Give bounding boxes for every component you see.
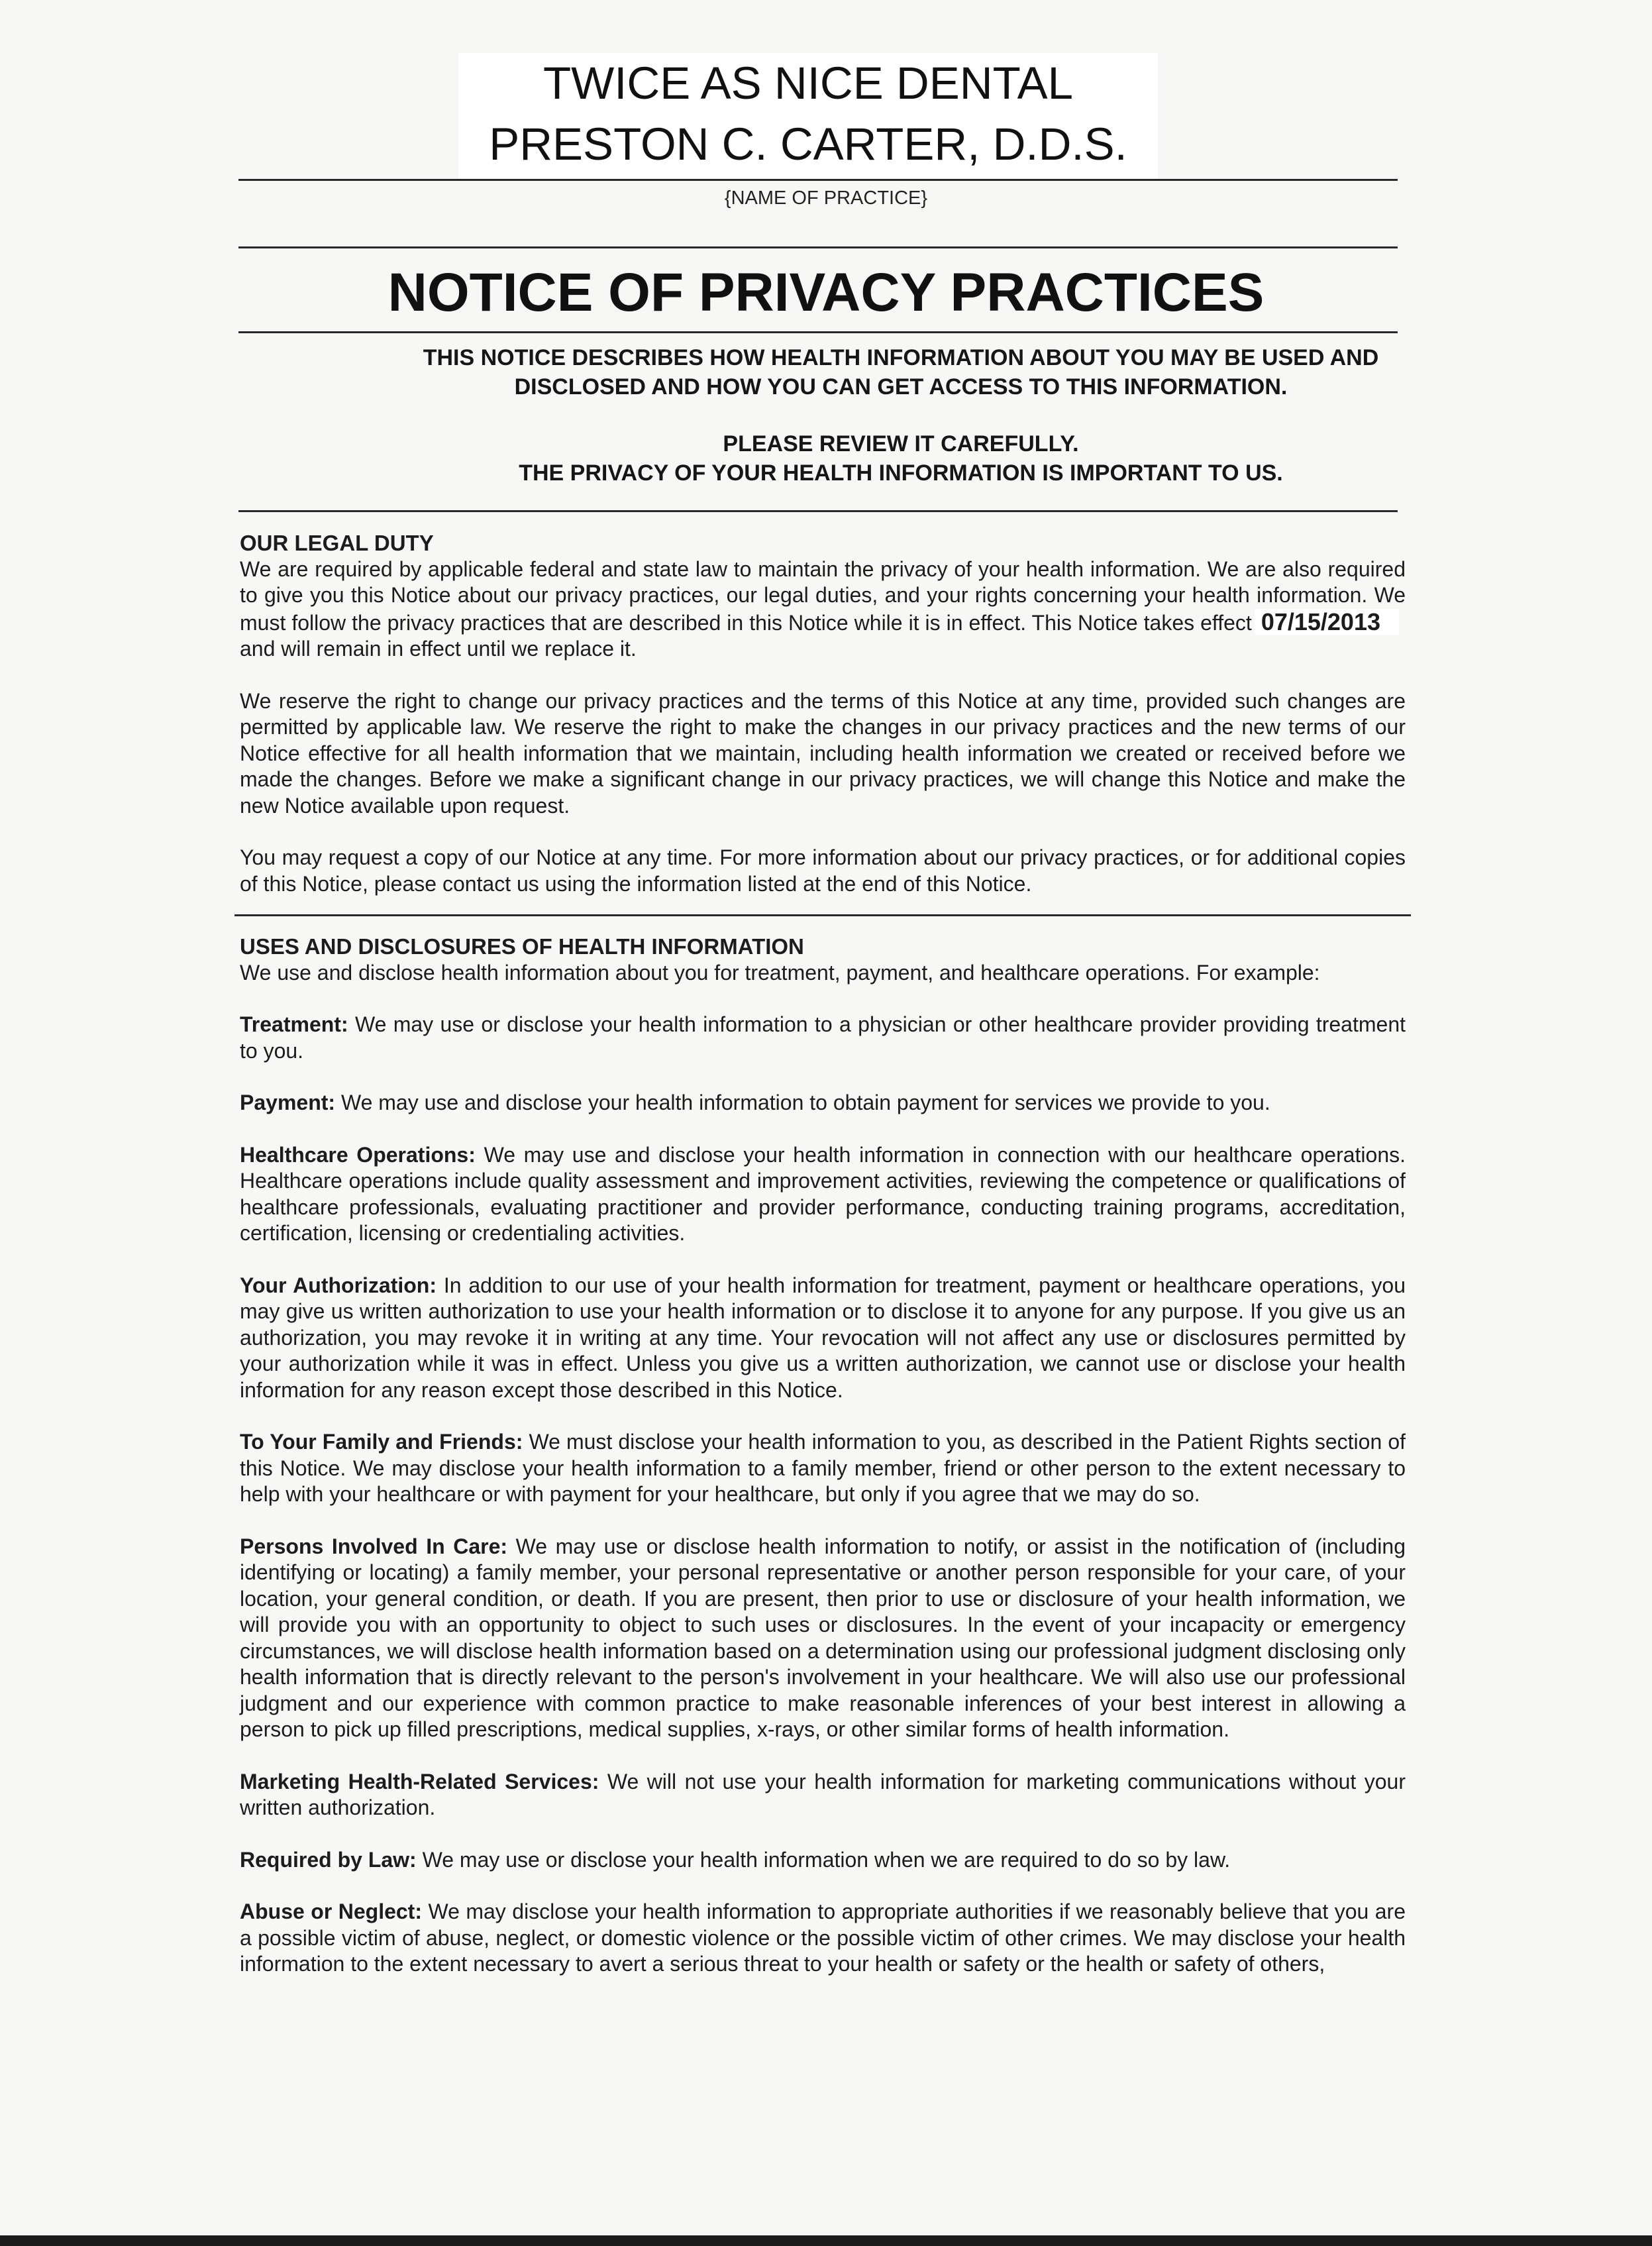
item-payment xyxy=(240,1090,1406,1116)
review-notice xyxy=(252,429,1550,488)
item-family-and-friends xyxy=(240,1429,1406,1508)
item-required-by-law xyxy=(240,1847,1406,1874)
item-label: To Your Family and Friends: xyxy=(240,1430,523,1454)
item-label: Abuse or Neglect: xyxy=(240,1899,422,1923)
effective-date: 07/15/2013 xyxy=(1255,609,1399,635)
notice-body xyxy=(240,530,1406,2004)
section-rule xyxy=(234,914,1411,916)
title-top-rule xyxy=(238,246,1398,248)
page-title: NOTICE OF PRIVACY PRACTICES xyxy=(387,262,1265,323)
item-label: Required by Law: xyxy=(240,1847,417,1872)
item-label: Your Authorization: xyxy=(240,1273,437,1297)
legal-duty-paragraph-3: You may request a copy of our Notice at any time. For more information about our privacy practices, or for additional copies of this Notice, please contact us using the information listed at the end of this Notice. xyxy=(240,845,1406,896)
legal-duty-paragraph-2: We reserve the right to change our privacy practices and the terms of this Notice at any time, provided such changes are permitted by applicable law. We reserve the right to make the changes in our privacy practices and the new terms of our Notice effective for all health information that we maintain, including health information we created or received before we made the changes. Before we make a significant change in our privacy practices, we will change this Notice and make the new Notice available upon request. xyxy=(240,688,1406,818)
legal-duty-text: We are required by applicable federal and state law to maintain the privacy of your health information. We are also required to give you this Notice about our privacy practices, our legal duties, and your rights concerning your health information. We must follow the privacy practices that are described in this Notice while it is in effect. This Notice takes effect xyxy=(240,557,1406,635)
item-text: We may use and disclose your health information in connection with our healthcare operations. Healthcare operations include quality assessment and improvement activities, reviewing the competence or qualifications of healthcare professionals, evaluating practitioner and provider performance, conducting training programs, accreditation, certification, licensing or credentialing activities. xyxy=(240,1142,1406,1245)
review-notice-line1: PLEASE REVIEW IT CAREFULLY. xyxy=(723,431,1079,456)
item-label: Marketing Health-Related Services: xyxy=(240,1769,599,1793)
name-of-practice-label: {NAME OF PRACTICE} xyxy=(724,187,928,209)
notice-description-line1: THIS NOTICE DESCRIBES HOW HEALTH INFORMATION ABOUT YOU MAY BE USED AND xyxy=(423,345,1379,370)
item-text: We must disclose your health information to you, as described in the Patient Rights section of this Notice. We may disclose your health information to a family member, friend or other person to the extent necessary to help with your healthcare or with payment for your healthcare, but only if you agree that we may do so. xyxy=(240,1430,1406,1506)
review-notice-line2: THE PRIVACY OF YOUR HEALTH INFORMATION IS IMPORTANT TO US. xyxy=(519,460,1283,486)
legal-duty-heading: OUR LEGAL DUTY xyxy=(240,531,434,555)
subtitle-bottom-rule xyxy=(238,510,1398,512)
item-your-authorization xyxy=(240,1273,1406,1404)
practice-name-line1: TWICE AS NICE DENTAL xyxy=(542,58,1073,109)
item-label: Persons Involved In Care: xyxy=(240,1534,508,1558)
notice-description-line2: DISCLOSED AND HOW YOU CAN GET ACCESS TO THIS INFORMATION. xyxy=(514,374,1288,400)
legal-duty-paragraph-1 xyxy=(240,557,1406,663)
practice-name-line2: PRESTON C. CARTER, D.D.S. xyxy=(489,119,1127,170)
item-healthcare-operations xyxy=(240,1142,1406,1247)
item-marketing xyxy=(240,1769,1406,1821)
legal-duty-text-end: and will remain in effect until we replace it. xyxy=(240,637,637,661)
uses-heading: USES AND DISCLOSURES OF HEALTH INFORMATION xyxy=(240,934,804,959)
item-text: We may disclose your health information to appropriate authorities if we reasonably believe that you are a possible victim of abuse, neglect, or domestic violence or the possible victim of other crimes. We may disclose your health information to the extent necessary to avert a serious threat to your health or safety or the health or safety of others, xyxy=(240,1899,1406,1976)
top-rule xyxy=(238,179,1398,181)
item-text: We may use or disclose health information to notify, or assist in the notification of (including identifying or locating) a family member, your personal representative or another person responsible for your care, of your location, your general condition, or death. If you are present, then prior to use or disclosure of your health information, we will provide you with an opportunity to object to such uses or disclosures. In the event of your incapacity or emergency circumstances, we will disclose health information based on a determination using our professional judgment disclosing only health information that is directly relevant to the person's involvement in your healthcare. We will also use our professional judgment and our experience with common practice to make reasonable inferences of your best interest in allowing a person to pick up filled prescriptions, medical supplies, x-rays, or other similar forms of health information. xyxy=(240,1534,1406,1741)
item-text: We may use and disclose your health information to obtain payment for services we provide to you. xyxy=(340,1091,1270,1114)
item-text: We may use or disclose your health information to a physician or other healthcare provider providing treatment to you. xyxy=(240,1012,1406,1063)
item-text: In addition to our use of your health information for treatment, payment or healthcare operations, you may give us written authorization to use your health information or to disclose it to anyone for any purpose. If you give us an authorization, you may revoke it in writing at any time. Your revocation will not affect any use or disclosures permitted by your authorization while it was in effect. Unless you give us a written authorization, we cannot use or disclose your health information for any reason except those described in this Notice. xyxy=(240,1273,1406,1402)
uses-intro: We use and disclose health information about you for treatment, payment, and healthcare operations. For example: xyxy=(240,960,1320,985)
notice-description xyxy=(252,343,1550,401)
item-label: Treatment: xyxy=(240,1012,348,1036)
item-text: We will not use your health information for marketing communications without your written authorization. xyxy=(240,1769,1406,1819)
scan-bottom-edge xyxy=(0,2235,1652,2246)
item-abuse-or-neglect xyxy=(240,1899,1406,1978)
item-text: We may use or disclose your health information when we are required to do so by law. xyxy=(422,1847,1231,1872)
practice-name-box xyxy=(458,53,1158,179)
item-label: Healthcare Operations: xyxy=(240,1142,476,1167)
item-treatment xyxy=(240,1012,1406,1064)
item-persons-involved-in-care xyxy=(240,1534,1406,1743)
title-bottom-rule xyxy=(238,331,1398,333)
item-label: Payment: xyxy=(240,1091,336,1114)
